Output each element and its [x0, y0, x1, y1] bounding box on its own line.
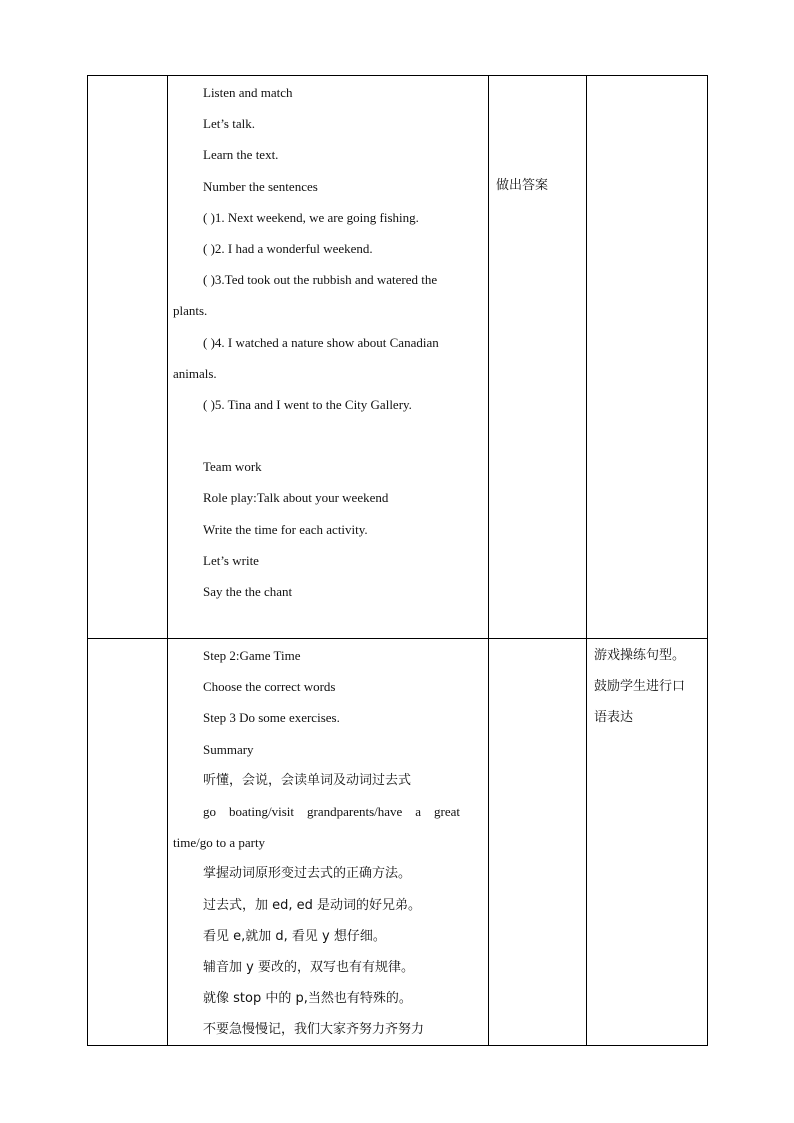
student-activity-cell [489, 639, 587, 1046]
table-row [88, 639, 708, 1046]
intent-cell [587, 76, 708, 639]
exercise-sentence-continued: animals. [173, 365, 217, 381]
activity-line: Role play:Talk about your weekend [203, 490, 389, 506]
intent-cell [587, 639, 708, 1046]
activity-cell [168, 639, 489, 1046]
activity-line: Learn the text. [203, 147, 279, 163]
stage-cell [88, 76, 168, 639]
rhyme-line: 不要急慢慢记，我们大家齐努力齐努力 [203, 1022, 425, 1038]
intent-note: 鼓励学生进行口 [594, 679, 686, 695]
phrase-line-continued: time/go to a party [173, 835, 266, 851]
exercise-sentence-continued: plants. [173, 303, 208, 319]
exercise-sentence: ( )5. Tina and I went to the City Gallery. [203, 396, 412, 412]
blank-line [173, 420, 482, 451]
rhyme-line: 看见 e,就加 d, 看见 y 想仔细。 [203, 928, 386, 944]
student-activity-cell [489, 76, 587, 639]
activity-line: Listen and match [203, 85, 293, 100]
rhyme-line: 辅音加 y 要改的，双写也有有规律。 [203, 959, 414, 975]
activity-line: Say the the chant [203, 584, 293, 599]
activity-line: Choose the correct words [203, 679, 336, 695]
activity-line: Team work [203, 459, 262, 475]
activity-line: Let’s talk. [203, 116, 255, 132]
summary-line: 掌握动词原形变过去式的正确方法。 [203, 866, 412, 882]
exercise-sentence: ( )2. I had a wonderful weekend. [203, 240, 373, 256]
student-note: 做出答案 [496, 177, 549, 193]
exercise-sentence: ( )3.Ted took out the rubbish and watered the [203, 272, 438, 288]
activity-line: Number the sentences [203, 178, 318, 194]
rhyme-line: 就像 stop 中的 p,当然也有特殊的。 [203, 991, 412, 1007]
table-row [88, 76, 708, 639]
activity-line: Step 2:Game Time [203, 648, 301, 663]
activity-cell [168, 76, 489, 639]
intent-note: 语表达 [594, 710, 634, 726]
activity-line: Summary [203, 741, 254, 757]
summary-line: 听懂，会说，会读单词及动词过去式 [203, 772, 412, 788]
activity-line: Step 3 Do some exercises. [203, 710, 340, 726]
exercise-sentence: ( )1. Next weekend, we are going fishing. [203, 209, 419, 225]
lesson-plan-table [87, 75, 708, 1046]
rhyme-line: 过去式，加 ed, ed 是动词的好兄弟。 [203, 897, 422, 913]
intent-note: 游戏操练句型。 [594, 648, 686, 663]
activity-line: Let’s write [203, 552, 259, 568]
exercise-sentence: ( )4. I watched a nature show about Canadian [203, 334, 439, 350]
stage-cell [88, 639, 168, 1046]
activity-line: Write the time for each activity. [203, 521, 368, 537]
phrase-line: go boating/visit grandparents/have a great [203, 803, 461, 819]
